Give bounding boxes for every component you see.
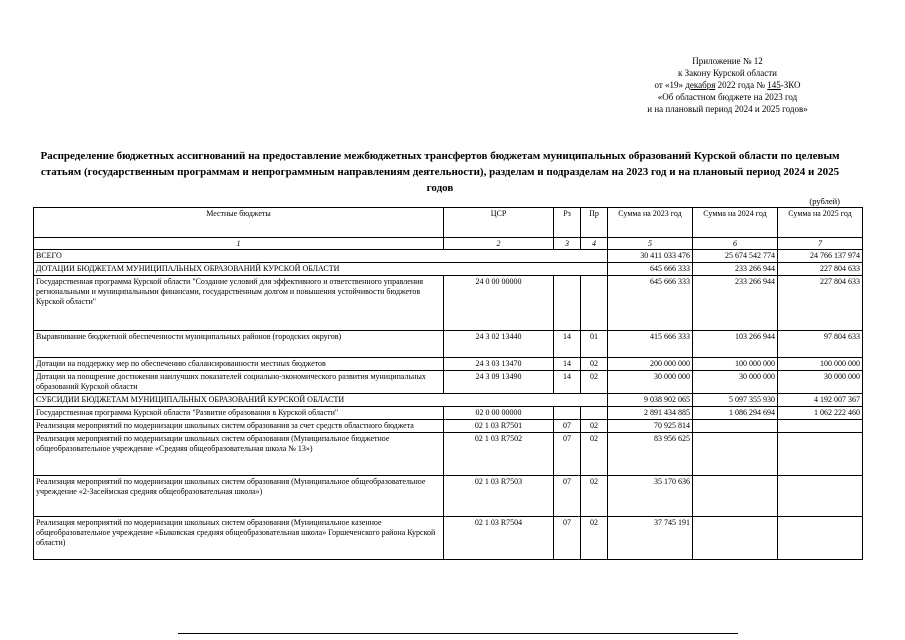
appendix-number: Приложение № 12 xyxy=(692,56,763,66)
row-sum-2023: 70 925 814 xyxy=(608,420,693,433)
row-rz: 07 xyxy=(554,476,581,517)
col-index: 1 xyxy=(34,238,444,250)
table-header-row xyxy=(34,208,863,238)
row-sum-2023: 37 745 191 xyxy=(608,517,693,560)
row-sum-2024: 103 266 944 xyxy=(693,331,778,358)
row-sum-2024: 1 086 294 694 xyxy=(693,407,778,420)
table-row xyxy=(34,420,863,433)
col-index: 6 xyxy=(693,238,778,250)
row-sum-2025: 24 766 137 974 xyxy=(778,250,863,263)
budget-table xyxy=(33,207,863,560)
row-name: Государственная программа Курской области "Развитие образования в Курской области" xyxy=(34,407,444,420)
row-rz: 07 xyxy=(554,433,581,476)
row-csr: 02 0 00 00000 xyxy=(444,407,554,420)
appendix-date-day: от «19» xyxy=(654,80,684,90)
appendix-date-month: декабря xyxy=(685,80,716,90)
row-pr xyxy=(581,407,608,420)
table-row-program-24 xyxy=(34,276,863,331)
appendix-header xyxy=(600,55,855,115)
table-row xyxy=(34,331,863,358)
row-sum-2024 xyxy=(693,420,778,433)
row-sum-2023: 35 170 636 xyxy=(608,476,693,517)
row-name: Реализация мероприятий по модернизации школьных систем образования (Муниципальное казенное общеобразовательное учреждение «Быковская средняя общеобразовательная школа» Горшеченского района Курской области) xyxy=(34,517,444,560)
row-csr: 24 0 00 00000 xyxy=(444,276,554,331)
row-pr: 02 xyxy=(581,371,608,394)
document-title: Распределение бюджетных ассигнований на предоставление межбюджетных трансфертов бюджетам муниципальных образований Курской области по целевым статьям (государственным программам и непрограммным направлениям деятельности), разделам и подразделам на 2023 год и на плановый период 2024 и 2025 годов xyxy=(40,150,840,194)
row-sum-2024 xyxy=(693,517,778,560)
appendix-law-suffix: -ЗКО xyxy=(780,80,801,90)
row-sum-2024: 100 000 000 xyxy=(693,358,778,371)
col-index: 7 xyxy=(778,238,863,250)
row-sum-2024: 25 674 542 774 xyxy=(693,250,778,263)
row-sum-2024 xyxy=(693,433,778,476)
row-sum-2025: 4 192 007 367 xyxy=(778,394,863,407)
row-name: Реализация мероприятий по модернизации школьных систем образования за счет средств областного бюджета xyxy=(34,420,444,433)
row-sum-2023: 200 000 000 xyxy=(608,358,693,371)
row-sum-2023: 83 956 625 xyxy=(608,433,693,476)
row-pr: 02 xyxy=(581,517,608,560)
table-row xyxy=(34,358,863,371)
col-header-sum-2023: Сумма на 2023 год xyxy=(608,208,693,238)
row-sum-2025 xyxy=(778,476,863,517)
row-sum-2025: 1 062 222 460 xyxy=(778,407,863,420)
row-rz: 14 xyxy=(554,371,581,394)
row-csr: 02 1 03 R7503 xyxy=(444,476,554,517)
column-index-row xyxy=(34,238,863,250)
appendix-law: к Закону Курской области xyxy=(678,68,777,78)
row-rz: 14 xyxy=(554,358,581,371)
row-rz: 07 xyxy=(554,420,581,433)
row-rz: 14 xyxy=(554,331,581,358)
row-sum-2024: 5 097 355 930 xyxy=(693,394,778,407)
table-row-subsidies xyxy=(34,394,863,407)
col-header-pr: Пр xyxy=(581,208,608,238)
table-row-total xyxy=(34,250,863,263)
row-pr: 01 xyxy=(581,331,608,358)
row-name: Реализация мероприятий по модернизации школьных систем образования (Муниципальное общеобразовательное учреждение «2-Засеймская средняя общеобразовательная школа») xyxy=(34,476,444,517)
row-csr: 02 1 03 R7501 xyxy=(444,420,554,433)
row-rz xyxy=(554,407,581,420)
row-sum-2025: 30 000 000 xyxy=(778,371,863,394)
row-csr: 24 3 09 13490 xyxy=(444,371,554,394)
row-csr: 24 3 03 13470 xyxy=(444,358,554,371)
row-sum-2023: 2 891 434 885 xyxy=(608,407,693,420)
table-row xyxy=(34,433,863,476)
table-row-dotations xyxy=(34,263,863,276)
row-name: ВСЕГО xyxy=(34,250,608,263)
row-name: Дотации на поддержку мер по обеспечению сбалансированности местных бюджетов xyxy=(34,358,444,371)
row-sum-2025: 227 804 633 xyxy=(778,276,863,331)
col-header-name: Местные бюджеты xyxy=(34,208,444,238)
row-sum-2024 xyxy=(693,476,778,517)
row-rz: 07 xyxy=(554,517,581,560)
col-index: 2 xyxy=(444,238,554,250)
row-name: ДОТАЦИИ БЮДЖЕТАМ МУНИЦИПАЛЬНЫХ ОБРАЗОВАНИЙ КУРСКОЙ ОБЛАСТИ xyxy=(34,263,608,276)
row-pr: 02 xyxy=(581,358,608,371)
row-csr: 02 1 03 R7504 xyxy=(444,517,554,560)
row-name: Государственная программа Курской области "Создание условий для эффективного и ответственного управления региональными и муниципальными финансами, государственным долгом и повышения устойчивости бюджетов Курской области" xyxy=(34,276,444,331)
units-label: (рублей) xyxy=(809,196,840,206)
row-sum-2023: 415 666 333 xyxy=(608,331,693,358)
appendix-date xyxy=(600,79,855,91)
row-sum-2025: 227 804 633 xyxy=(778,263,863,276)
row-sum-2023: 30 000 000 xyxy=(608,371,693,394)
col-header-sum-2024: Сумма на 2024 год xyxy=(693,208,778,238)
col-index: 3 xyxy=(554,238,581,250)
appendix-law-number: 145 xyxy=(767,80,781,90)
scan-edge-line xyxy=(178,633,738,634)
appendix-law-title-cont: и на плановый период 2024 и 2025 годов» xyxy=(647,104,808,114)
appendix-law-title: «Об областном бюджете на 2023 год xyxy=(657,92,798,102)
row-name: Реализация мероприятий по модернизации школьных систем образования (Муниципальное бюджетное общеобразовательное учреждение «Средняя общеобразовательная школа № 13») xyxy=(34,433,444,476)
row-pr: 02 xyxy=(581,433,608,476)
row-sum-2024: 233 266 944 xyxy=(693,263,778,276)
col-header-rz: Рз xyxy=(554,208,581,238)
row-csr: 02 1 03 R7502 xyxy=(444,433,554,476)
table-row xyxy=(34,371,863,394)
row-name: Дотации на поощрение достижения наилучших показателей социально-экономического развития муниципальных образований Курской области xyxy=(34,371,444,394)
row-sum-2023: 645 666 333 xyxy=(608,276,693,331)
row-sum-2024: 233 266 944 xyxy=(693,276,778,331)
table-row xyxy=(34,517,863,560)
row-pr: 02 xyxy=(581,420,608,433)
row-pr xyxy=(581,276,608,331)
row-sum-2025 xyxy=(778,517,863,560)
col-index: 5 xyxy=(608,238,693,250)
row-sum-2023: 30 411 033 476 xyxy=(608,250,693,263)
row-sum-2023: 9 038 902 065 xyxy=(608,394,693,407)
col-header-sum-2025: Сумма на 2025 год xyxy=(778,208,863,238)
row-name: Выравнивание бюджетной обеспеченности муниципальных районов (городских округов) xyxy=(34,331,444,358)
row-rz xyxy=(554,276,581,331)
col-header-csr: ЦСР xyxy=(444,208,554,238)
row-name: СУБСИДИИ БЮДЖЕТАМ МУНИЦИПАЛЬНЫХ ОБРАЗОВАНИЙ КУРСКОЙ ОБЛАСТИ xyxy=(34,394,608,407)
row-sum-2025: 100 000 000 xyxy=(778,358,863,371)
row-csr: 24 3 02 13440 xyxy=(444,331,554,358)
appendix-date-year: 2022 года № xyxy=(715,80,768,90)
table-row xyxy=(34,476,863,517)
row-sum-2023: 645 666 333 xyxy=(608,263,693,276)
row-sum-2025 xyxy=(778,433,863,476)
table-row-program-02 xyxy=(34,407,863,420)
row-pr: 02 xyxy=(581,476,608,517)
row-sum-2025: 97 804 633 xyxy=(778,331,863,358)
row-sum-2025 xyxy=(778,420,863,433)
col-index: 4 xyxy=(581,238,608,250)
row-sum-2024: 30 000 000 xyxy=(693,371,778,394)
